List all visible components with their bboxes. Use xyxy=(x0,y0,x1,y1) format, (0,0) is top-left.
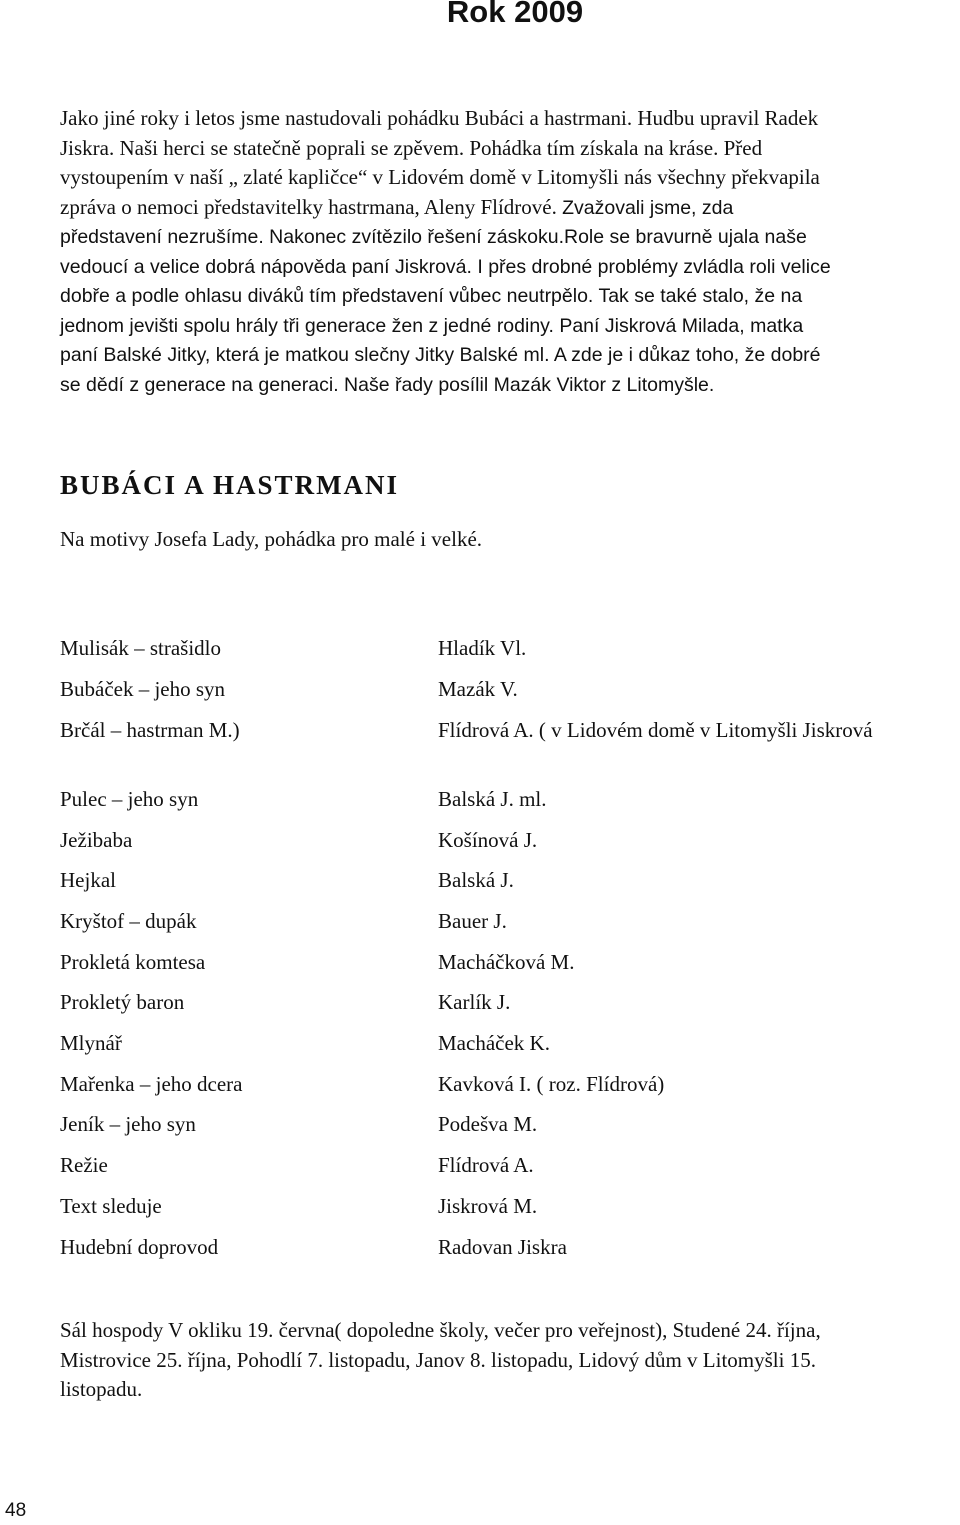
cast-role: Režie xyxy=(60,1153,108,1177)
cast-actor: Košínová J. xyxy=(438,828,538,852)
intro-line: Jiskra. Naši herci se statečně poprali se zpěvem. Pohádka tím získala na kráse. Před xyxy=(60,135,763,160)
play-title: BUBÁCI A HASTRMANI xyxy=(60,470,400,500)
cast-role: Mlynář xyxy=(60,1031,122,1055)
intro-fragment: Paní Jiskrová Milada, matka xyxy=(559,314,804,337)
cast-role: Brčál – hastrman M.) xyxy=(60,718,240,742)
intro-line xyxy=(60,341,955,371)
play-subtitle: Na motivy Josefa Lady, pohádka pro malé i velké. xyxy=(60,527,483,551)
intro-fragment: představení nezrušíme. Nakonec zvítězilo řešení záskoku. xyxy=(60,226,564,248)
intro-fragment: se dědí z generace na generaci. xyxy=(60,373,339,396)
cast-actor: Bauer J. xyxy=(438,909,507,933)
intro-fragment: dobře a podle ohlasu diváků tím představení vůbec neutrpělo. xyxy=(60,285,594,307)
cast-role: Mařenka – jeho dcera xyxy=(60,1072,243,1096)
cast-actor: Balská J. ml. xyxy=(438,787,547,811)
intro-fragment: paní Balské Jitky, která je matkou slečny Jitky Balské ml. xyxy=(60,344,550,366)
cast-role: Bubáček – jeho syn xyxy=(60,677,226,701)
intro-line xyxy=(60,253,955,283)
intro-fragment: A zde je i důkaz toho, že dobré xyxy=(553,344,821,366)
intro-fragment: jednom jevišti spolu hrály tři generace žen z jedné rodiny. xyxy=(60,314,554,337)
cast-actor: Flídrová A. ( v Lidovém domě v Litomyšli Jiskrová xyxy=(438,718,873,742)
venues-line: Sál hospody V okliku 19. června( dopoledne školy, večer pro veřejnost), Studené 24. října, xyxy=(60,1318,821,1342)
page-title: Rok 2009 xyxy=(446,0,584,29)
cast-actor: Balská J. xyxy=(438,868,514,892)
intro-line xyxy=(60,193,955,224)
cast-role: Prokletá komtesa xyxy=(60,950,206,974)
cast-actor: Macháčková M. xyxy=(438,950,575,974)
intro-line: Jako jiné roky i letos jsme nastudovali pohádku Bubáci a hastrmani. Hudbu upravil Radek xyxy=(60,106,819,130)
cast-role: Text sleduje xyxy=(60,1194,162,1218)
intro-fragment: Naše řady posílil Mazák Viktor z Litomyšle. xyxy=(344,373,715,396)
intro-paragraph xyxy=(60,104,955,400)
cast-role: Kryštof – dupák xyxy=(60,909,197,933)
intro-line xyxy=(60,371,955,401)
cast-role: Hejkal xyxy=(60,868,116,892)
intro-line xyxy=(60,282,955,312)
venues-line: Mistrovice 25. října, Pohodlí 7. listopadu, Janov 8. listopadu, Lidový dům v Litomyšli 15. xyxy=(60,1347,816,1372)
intro-fragment: Tak se také stalo, že na xyxy=(598,285,803,307)
intro-line: vystoupením v naší „ zlaté kapličce“ v Lidovém domě v Litomyšli nás všechny překvapila xyxy=(60,165,820,189)
venues-line: listopadu. xyxy=(60,1377,143,1401)
intro-fragment: Zvažovali jsme, zda xyxy=(562,196,734,219)
cast-actor: Karlík J. xyxy=(438,990,511,1014)
intro-fragment: Role se bravurně ujala naše xyxy=(564,226,807,248)
cast-actor: Podešva M. xyxy=(438,1112,538,1136)
intro-line xyxy=(60,312,955,342)
cast-role: Prokletý baron xyxy=(60,990,185,1014)
cast-actor: Kavková I. ( roz. Flídrová) xyxy=(438,1072,665,1096)
cast-role: Jeník – jeho syn xyxy=(60,1112,196,1136)
cast-role: Ježibaba xyxy=(60,828,133,852)
intro-fragment: zpráva o nemoci představitelky hastrmana, Aleny Flídrové. xyxy=(60,194,557,219)
venues-paragraph xyxy=(60,1316,955,1405)
cast-actor: Radovan Jiskra xyxy=(438,1235,567,1259)
cast-role: Hudební doprovod xyxy=(60,1235,219,1259)
intro-fragment: vedoucí a velice dobrá nápověda paní Jiskrová. xyxy=(60,255,472,278)
cast-actor: Hladík Vl. xyxy=(438,636,527,660)
cast-actor: Mazák V. xyxy=(438,677,518,701)
cast-role: Pulec – jeho syn xyxy=(60,787,199,811)
cast-actor: Macháček K. xyxy=(438,1031,550,1055)
cast-actor: Jiskrová M. xyxy=(438,1194,538,1218)
cast-actor: Flídrová A. xyxy=(438,1153,534,1177)
cast-role: Mulisák – strašidlo xyxy=(60,636,221,660)
intro-fragment: I přes drobné problémy zvládla roli velice xyxy=(477,255,831,278)
page-number: 48 xyxy=(5,1500,27,1521)
intro-line xyxy=(60,223,955,253)
